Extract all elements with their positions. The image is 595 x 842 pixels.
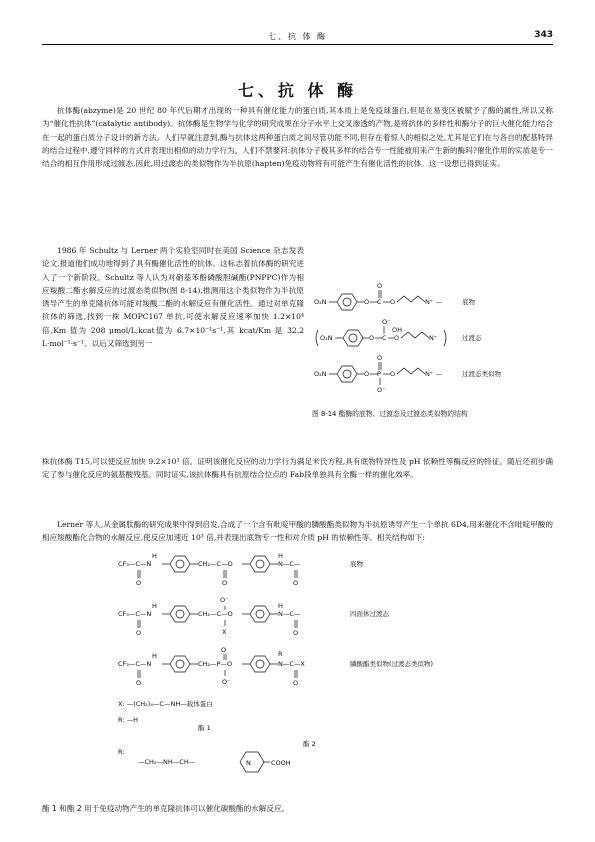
row-substrate xyxy=(118,552,301,587)
svg-text:O: O xyxy=(293,579,299,587)
svg-text:CH₂—P—O: CH₂—P—O xyxy=(198,660,233,668)
label-analog: 过渡态类似物 xyxy=(462,370,501,378)
svg-text:O: O xyxy=(369,334,375,342)
pyridine-ring xyxy=(240,752,270,772)
svg-text:O⁻: O⁻ xyxy=(222,678,231,686)
paragraph-lerner: Lerner 等人,从金属肽酶的研究成果中得到启发,合成了一个含有吡啶甲酸的膦酸酯类似物为半抗原诱导产生一个单抗 6D4,用来催化不含吡啶甲酸的相应羧酸酯化合物的水解反应,使反应加速近 10³ 倍,并表现出底物专一性和对介质 pH 的依赖性等。相关结构如下: xyxy=(42,520,553,543)
svg-text:R: R xyxy=(278,650,283,658)
svg-text:O: O xyxy=(377,354,383,362)
svg-text:P: P xyxy=(377,370,381,378)
header-section-title: 七、抗 体 酶 xyxy=(267,32,328,41)
svg-text:—: — xyxy=(436,370,443,378)
r1-definition: R: —H xyxy=(118,716,138,724)
section-title: 七、抗 体 酶 xyxy=(237,81,358,100)
paragraph-intro: 抗体酶(abzyme)是 20 世纪 80 年代后期才出现的一种具有催化能力的蛋白质,其本质上是免疫球蛋白,但是在易变区被赋予了酶的属性,所以又称为“催化性抗体”(catalytic antibody)。抗体酶是生物学与化学的研究成果在分子水平上交叉渗透的产物,是将抗体的多样性和酶分子的巨大催化能力结合在一起的蛋白质分子设计的新方法。人们早就注意到,酶与抗体这两种蛋白质之间尽管功能不同,但存在着惊人的相似之处,尤其是它们在与各自的配基特异的结合过程中,遵守同样的方式并表现出相似的动力学行为。人们不禁要问:抗体分子极其多样的结合专一性能被用来产生新的酶吗?催化作用的实质是专一结合的相互作用形成过渡态,因此,用过渡态的类似物作为半抗原(hapten)免疫动物将有可能产生有催化活性的抗体。这一设想已得到证实。 xyxy=(42,106,553,169)
structure-rows xyxy=(118,552,305,772)
pyridine-n: N xyxy=(246,759,251,767)
svg-text:—: — xyxy=(436,298,443,306)
svg-text:N—C—: N—C— xyxy=(278,560,301,568)
svg-text:O: O xyxy=(377,282,383,290)
label-substrate: 底物 xyxy=(350,560,363,568)
svg-text:O: O xyxy=(222,579,228,587)
analog-structure xyxy=(314,354,443,394)
label-transition: 过渡态 xyxy=(462,334,482,342)
svg-text:N⁺: N⁺ xyxy=(425,370,434,378)
hapten-2-label: 酯 2 xyxy=(303,740,316,748)
svg-text:N⁺: N⁺ xyxy=(425,298,434,306)
svg-text:O: O xyxy=(293,679,299,687)
svg-text:CF₃—C—N: CF₃—C—N xyxy=(118,610,152,618)
svg-text:O: O xyxy=(394,334,400,342)
svg-text:C: C xyxy=(382,334,387,342)
svg-text:O⁻: O⁻ xyxy=(382,318,391,326)
svg-text:X: X xyxy=(222,628,227,636)
r2-prefix: R: xyxy=(118,748,125,756)
svg-text:N—C—: N—C— xyxy=(278,610,301,618)
svg-text:N—C—X: N—C—X xyxy=(278,660,305,668)
hapten-1-label: 酯 1 xyxy=(198,724,211,732)
row-tetrahedral xyxy=(118,596,301,637)
label-substrate: 底物 xyxy=(462,298,475,306)
carboxyl-group: COOH xyxy=(271,759,291,767)
svg-text:O₂N: O₂N xyxy=(320,334,333,342)
svg-text:H: H xyxy=(152,552,157,560)
svg-text:H: H xyxy=(278,602,283,610)
svg-text:O: O xyxy=(136,629,142,637)
svg-text:O: O xyxy=(364,370,370,378)
svg-text:H: H xyxy=(152,652,157,660)
svg-text:O: O xyxy=(136,679,142,687)
svg-text:CH₂—C—O: CH₂—C—O xyxy=(198,610,233,618)
page-number: 343 xyxy=(534,30,553,40)
svg-text:O: O xyxy=(136,579,142,587)
x-definition: X: —(CH₂)₄—C—NH—载体蛋白 xyxy=(118,700,213,708)
lerner-structures xyxy=(118,550,518,796)
svg-text:O: O xyxy=(390,298,396,306)
r2-chain: —CH₂—NH—CH— xyxy=(138,758,196,766)
svg-text:CF₃—C—N: CF₃—C—N xyxy=(118,660,152,668)
label-tetrahedral: 四面体过渡态 xyxy=(350,610,389,618)
svg-text:O₂N: O₂N xyxy=(314,370,327,378)
svg-text:O: O xyxy=(293,629,299,637)
paragraph-t15: 株抗体酶 T15,可以使反应加快 9.2×10³ 倍。证明该催化反应的动力学行为满足米氏方程,具有底物特异性及 pH 依赖性等酶反应的特征。随后还初步确定了参与催化反应的氨基酸残基。同时证实,该抗体酶具有抗原结合位点的 Fab段单独具有全酶一样的催化效率。 xyxy=(42,457,553,480)
substrate-structure xyxy=(314,282,443,310)
svg-text:CH₂—C—O: CH₂—C—O xyxy=(198,560,233,568)
running-header xyxy=(42,30,553,45)
svg-text:OH: OH xyxy=(392,326,403,334)
svg-text:O: O xyxy=(390,370,396,378)
paragraph-schultz: 1986 年 Schultz 与 Lerner 两个实验室同时在美国 Science 杂志发表论文,报道他们成功地得到了具有酶催化活性的抗体。这标志着抗体酶的研究进入了一个新阶段。Schultz 等人认为对硝基苯酚磷酸胆碱酯(PNPPC)作为相应羧酸二酯水解反应的过渡态类似物(图 8-14),推测用这个类似物作为半抗原诱导产生的单克隆抗体可能对羧酸二酯的水解反应有催化活性。通过对单克隆抗体的筛选,找到一株 MOPC167 单抗,可使水解反应速率加快 1.2×10⁴ 倍,Km 值为 208 μmol/L,kcat值为 6.7×10⁻¹s⁻¹,其 kcat/Km 是 32.2 L·mol⁻¹·s⁻¹。以后又筛选到另一 xyxy=(42,246,304,349)
svg-text:N⁺: N⁺ xyxy=(429,334,438,342)
transition-structure xyxy=(316,318,446,346)
svg-text:O: O xyxy=(364,298,370,306)
svg-text:O⁻: O⁻ xyxy=(377,386,386,394)
figure-8-14-caption: 图 8-14 酯酶的底物、过渡态及过渡态类似物的结构 xyxy=(312,410,468,418)
svg-text:H: H xyxy=(278,552,283,560)
svg-text:O₂N: O₂N xyxy=(314,298,327,306)
svg-text:C: C xyxy=(377,298,382,306)
label-phosphonate-analog: 膦酸酯类似物(过渡态类似物) xyxy=(350,660,434,668)
row-phosphonate xyxy=(118,646,305,687)
svg-text:H: H xyxy=(152,602,157,610)
svg-text:O: O xyxy=(221,646,227,654)
svg-text:O⁻: O⁻ xyxy=(220,596,229,604)
closing-caption: 酯 1 和酯 2 用于免疫动物产生的单克隆抗体可以催化碳酸酯的水解反应。 xyxy=(42,804,290,813)
svg-text:CF₃—C—N: CF₃—C—N xyxy=(118,560,152,568)
